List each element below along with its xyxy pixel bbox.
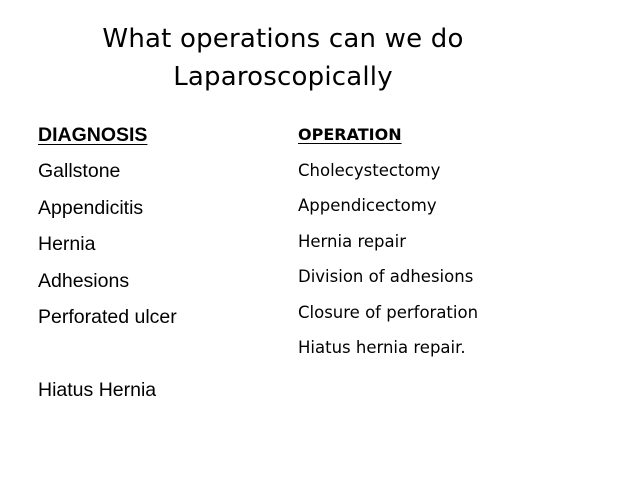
operation-header: OPERATION — [298, 125, 402, 144]
operation-item: Closure of perforation — [298, 302, 479, 322]
operation-item: Division of adhesions — [298, 267, 474, 286]
diagnosis-spacer — [38, 335, 278, 371]
diagnosis-header: DIAGNOSIS — [38, 124, 148, 146]
operation-item: Hiatus hernia repair. — [298, 338, 466, 357]
diagnosis-column — [38, 117, 278, 408]
title-line-1: What operations can we do — [102, 24, 464, 54]
title-line-2: Laparoscopically — [173, 62, 393, 92]
operation-item: Appendicectomy — [298, 196, 437, 215]
diagnosis-item: Hernia — [38, 233, 96, 256]
operation-item: Hernia repair — [298, 231, 406, 251]
diagnosis-item: Gallstone — [38, 160, 121, 183]
diagnosis-item: Perforated ulcer — [38, 306, 177, 329]
operation-column — [298, 117, 628, 366]
diagnosis-item: Appendicitis — [38, 196, 144, 219]
slide-title — [0, 20, 566, 96]
diagnosis-item: Hiatus Hernia — [38, 378, 157, 401]
diagnosis-item: Adhesions — [38, 269, 130, 292]
operation-item: Cholecystectomy — [298, 160, 441, 180]
